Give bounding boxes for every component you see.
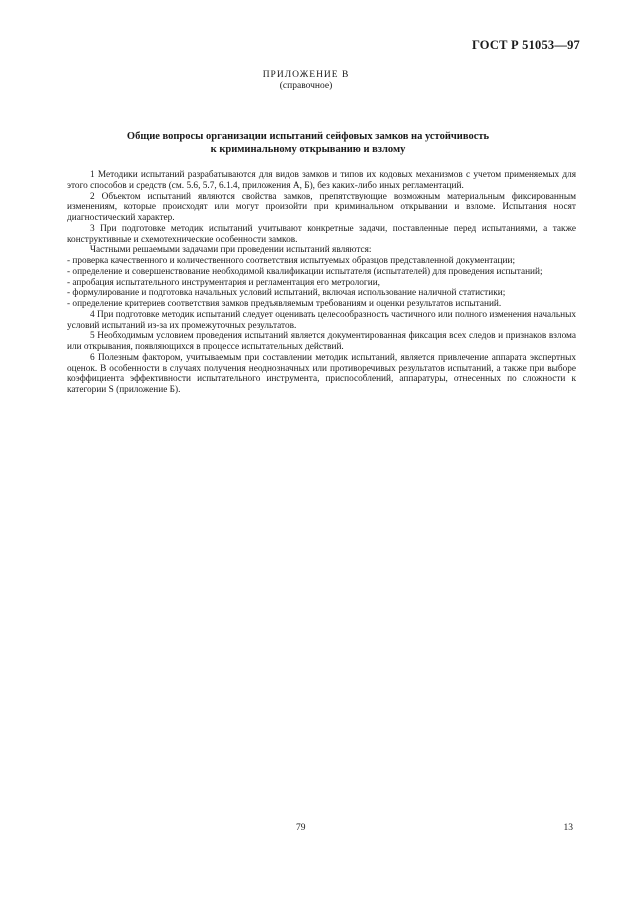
document-body bbox=[67, 170, 576, 396]
section-title-line-2: к криминальному открыванию и взлому bbox=[210, 144, 406, 155]
page-number: 79 bbox=[296, 823, 306, 833]
standard-code-header: ГОСТ Р 51053—97 bbox=[471, 38, 580, 52]
task-list-item: - определение критериев соответствия замков предъявляемым требованиям и оценки результатов испытаний. bbox=[67, 299, 502, 309]
task-list-item: - определение и совершенствование необходимой квалификации испытателя (испытателей) для проведения испытаний; bbox=[67, 266, 543, 277]
sheet-number: 13 bbox=[563, 823, 573, 833]
appendix-subtitle: (справочное) bbox=[279, 81, 333, 91]
paragraph-2: 2 Объектом испытаний являются свойства замков, препятствующие возможным материальным фиксированным изменениям, которые происходят или могут произойти при криминальном открывании и взломе. Испытания носят диагностический характер. bbox=[67, 191, 576, 223]
task-list-item: - проверка качественного и количественного соответствия испытуемых образцов представленной документации; bbox=[67, 256, 516, 266]
paragraph-4: 4 При подготовке методик испытаний следует оценивать целесообразность частичного или полного изменения начальных условий испытаний из-за их промежуточных результатов. bbox=[67, 309, 576, 331]
paragraph-6: 6 Полезным фактором, учитываемым при составлении методик испытаний, является привлечение аппарата экспертных оценок. В особенности в случаях получения неоднозначных или противоречивых результатов испытаний, а также при выборе коэффициента эффективности испытательного инструмента, приспособлений, аппаратуры, отнесенных по сложности к категории S (приложение Б). bbox=[67, 352, 576, 395]
section-title-line-1: Общие вопросы организации испытаний сейфовых замков на устойчивость bbox=[126, 131, 490, 142]
task-list-item: - формулирование и подготовка начальных условий испытаний, включая использование наличной статистики; bbox=[67, 288, 506, 299]
section-title bbox=[60, 130, 556, 156]
paragraph-1: 1 Методики испытаний разрабатываются для видов замков и типов их кодовых механизмов с учетом применяемых для этого способов и средств (см. 5.6, 5.7, 6.1.4, приложения А, Б), без каких-либо иных регламентаций. bbox=[67, 170, 576, 191]
appendix-heading bbox=[0, 70, 612, 92]
task-list-item: - апробация испытательного инструментария и регламентация его метрологии, bbox=[67, 277, 380, 288]
appendix-label: ПРИЛОЖЕНИЕ В bbox=[262, 70, 350, 80]
task-list-intro: Частными решаемыми задачами при проведении испытаний являются: bbox=[90, 245, 372, 256]
paragraph-3: 3 При подготовке методик испытаний учитывают конкретные задачи, поставленные перед испытаниями, а также конструктивные и схемотехнические особенности замков. bbox=[67, 223, 576, 245]
paragraph-5: 5 Необходимым условием проведения испытаний является документированная фиксация всех следов и признаков взлома или открывания, появляющихся в процессе испытательных действий. bbox=[67, 331, 576, 352]
